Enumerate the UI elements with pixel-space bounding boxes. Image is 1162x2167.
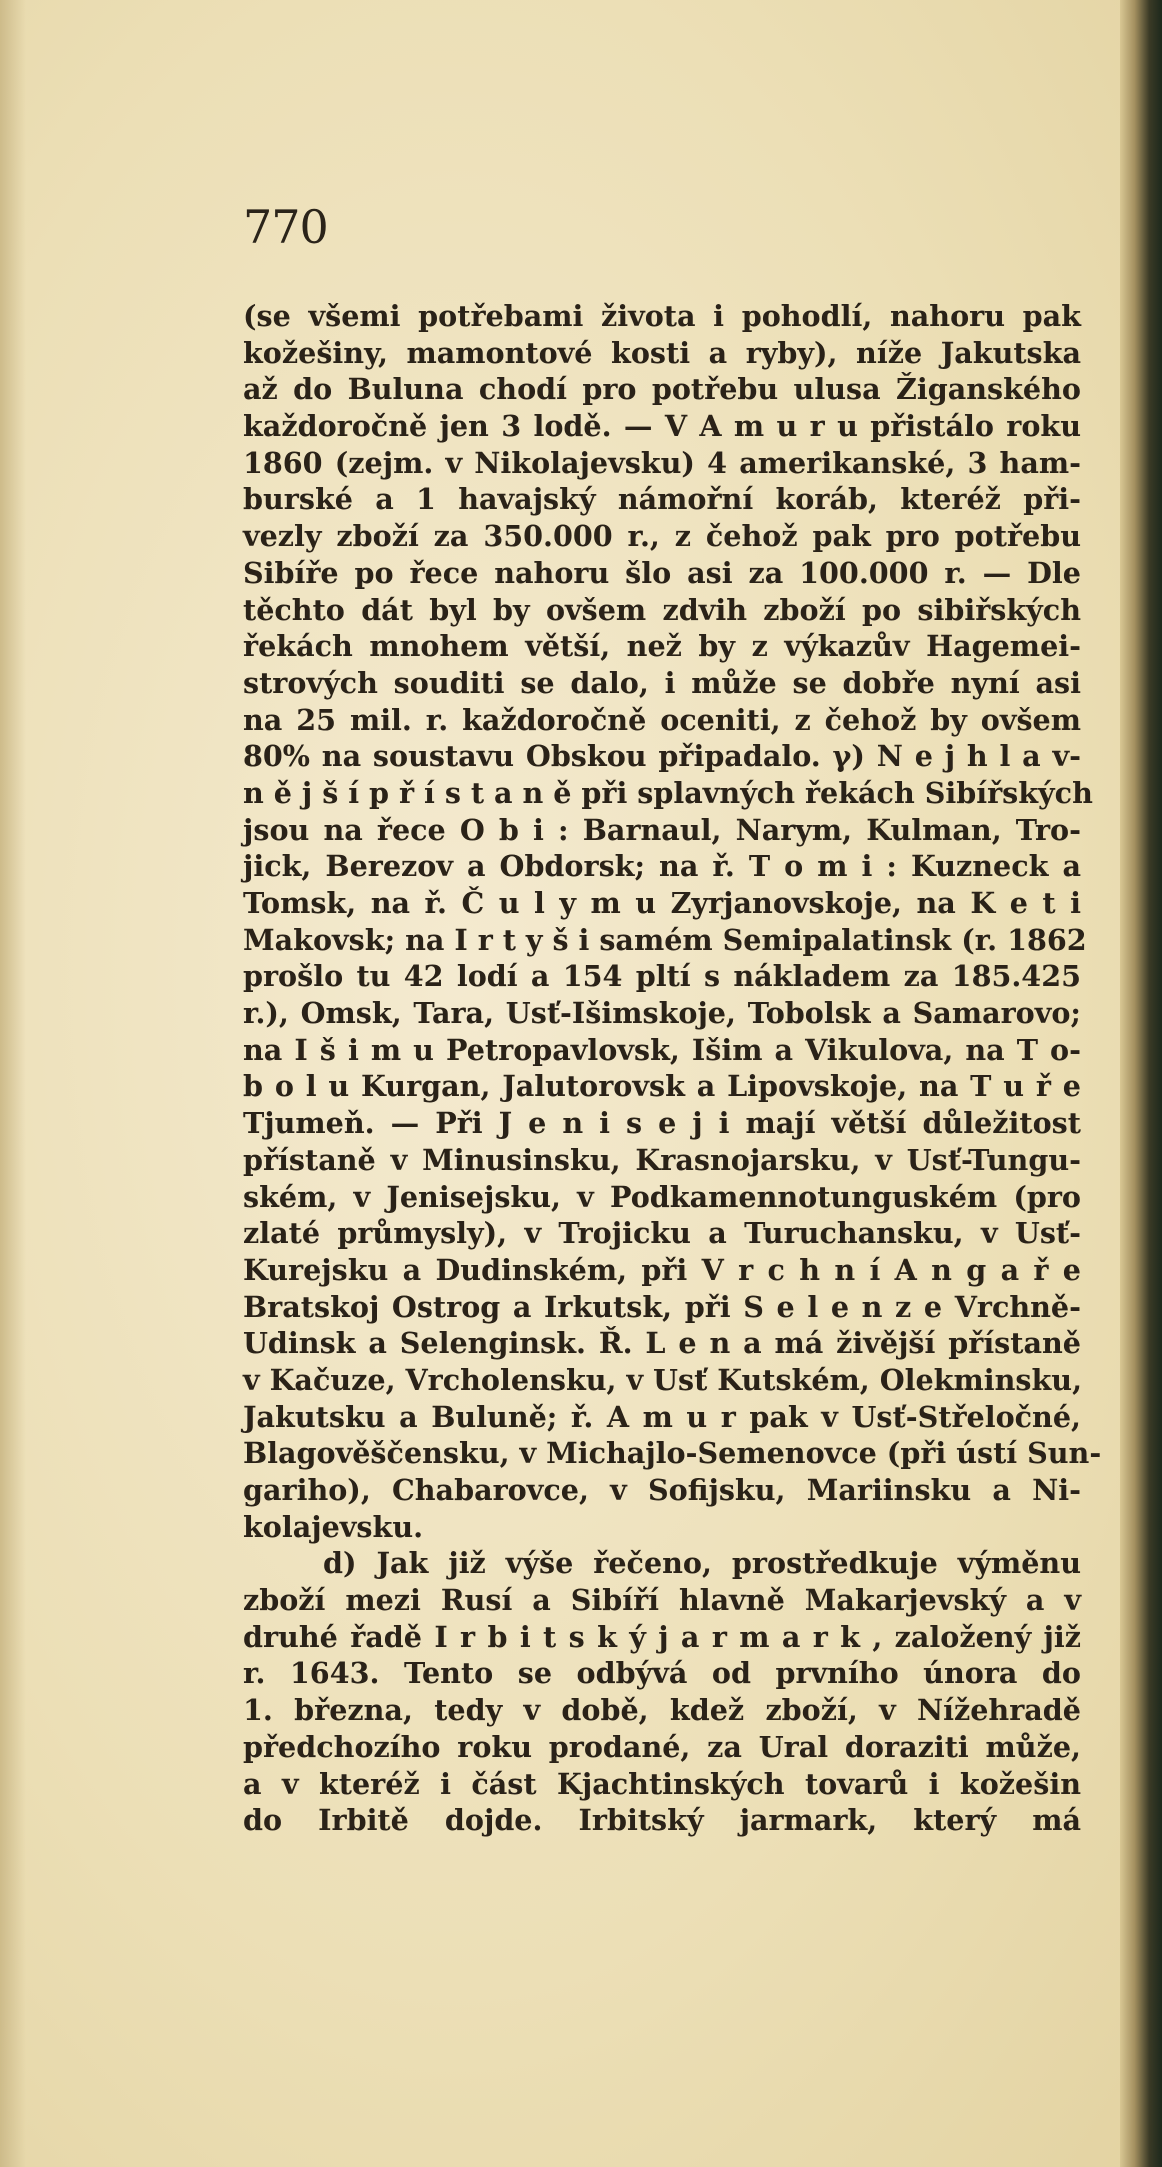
text-line: na I š i m u Petropavlovsk, Išim a Vikulova, na T o- [243,1032,1081,1067]
text-line: zboží mezi Rusí a Sibíří hlavně Makarjevský a v [243,1583,1081,1618]
text-line: v Kačuze, Vrcholensku, v Usť Kutském, Olekminsku, [243,1362,1083,1397]
body-text [243,298,1102,1839]
text-line: přístaně v Minusinsku, Krasnojarsku, v Usť-Tungu- [243,1142,1081,1177]
text-line: Blagověščensku, v Michajlo-Semenovce (při ústí Sun- [243,1436,1102,1471]
text-line: r.), Omsk, Tara, Usť-Išimskoje, Tobolsk a Samarovo; [243,996,1081,1031]
text-line: druhé řadě I r b i t s k ý j a r m a r k , založený již [243,1619,1081,1654]
text-line: předchozího roku prodané, za Ural doraziti může, [243,1729,1081,1764]
text-line: každoročně jen 3 lodě. — V A m u r u přistálo roku [243,409,1081,444]
text-line: až do Buluna chodí pro potřebu ulusa Žiganského [243,372,1081,407]
text-line: Kurejsku a Dudinském, při V r c h n í A n g a ř e [243,1252,1081,1287]
text-line: (se všemi potřebami života i pohodlí, nahoru pak [243,299,1081,333]
page-gutter-shade [0,0,26,2167]
text-line: Tjumeň. — Při J e n i s e j i mají větší důležitost [243,1106,1081,1141]
text-line: d) Jak již výše řečeno, prostředkuje výměnu [323,1546,1081,1581]
text-line: zlaté průmysly), v Trojicku a Turuchansku, v Usť- [243,1216,1081,1251]
text-line: ském, v Jenisejsku, v Podkamennotunguském (pro [243,1179,1081,1214]
text-line: prošlo tu 42 lodí a 154 pltí s nákladem za 185.425 [243,959,1081,994]
text-line: burské a 1 havajský námořní koráb, kteréž při- [243,482,1081,517]
text-line: do Irbitě dojde. Irbitský jarmark, který má [243,1803,1081,1838]
text-line: 1. března, tedy v době, kdež zboží, v Nížehradě [243,1693,1081,1728]
text-line: Makovsk; na I r t y š i samém Semipalatinsk (r. 1862 [243,922,1087,957]
text-line: jsou na řece O b i : Barnaul, Narym, Kulman, Tro- [243,812,1081,847]
book-page-edge [1120,0,1162,2167]
text-line: strových souditi se dalo, i může se dobře nyní asi [243,665,1081,700]
text-line: Udinsk a Selenginsk. Ř. L e n a má živější přístaně [243,1326,1081,1361]
text-line: těchto dát byl by ovšem zdvih zboží po sibiřských [243,592,1081,627]
text-line: vezly zboží za 350.000 r., z čehož pak pro potřebu [243,519,1081,554]
text-line: kolajevsku. [243,1509,424,1544]
text-line: jick, Berezov a Obdorsk; na ř. T o m i : Kuzneck a [243,849,1081,884]
text-line: Bratskoj Ostrog a Irkutsk, při S e l e n z e Vrchně- [243,1289,1081,1324]
text-line: gariho), Chabarovce, v Sofijsku, Mariinsku a Ni- [243,1473,1081,1507]
text-line: 80% na soustavu Obskou připadalo. γ) N e j h l a v- [243,739,1081,774]
text-line: 1860 (zejm. v Nikolajevsku) 4 amerikanské, 3 ham- [243,445,1081,480]
page-number: 770 [243,200,328,254]
text-line: kožešiny, mamontové kosti a ryby), níže Jakutska [243,335,1081,370]
text-line: Jakutsku a Buluně; ř. A m u r pak v Usť-Střeločné, [243,1399,1081,1434]
text-line: Tomsk, na ř. Č u l y m u Zyrjanovskoje, na K e t i [243,886,1081,920]
text-line: a v kteréž i část Kjachtinských tovarů i kožešin [243,1766,1081,1801]
text-line: b o l u Kurgan, Jalutorovsk a Lipovskoje, na T u ř e [243,1069,1081,1104]
text-line: r. 1643. Tento se odbývá od prvního února do [243,1656,1081,1691]
text-line: na 25 mil. r. každoročně oceniti, z čehož by ovšem [243,702,1081,737]
text-line: řekách mnohem větší, než by z výkazův Hagemei- [243,629,1081,664]
text-line: Sibíře po řece nahoru šlo asi za 100.000 r. — Dle [243,555,1081,590]
text-line: n ě j š í p ř í s t a n ě při splavných řekách Sibířských [243,775,1093,810]
